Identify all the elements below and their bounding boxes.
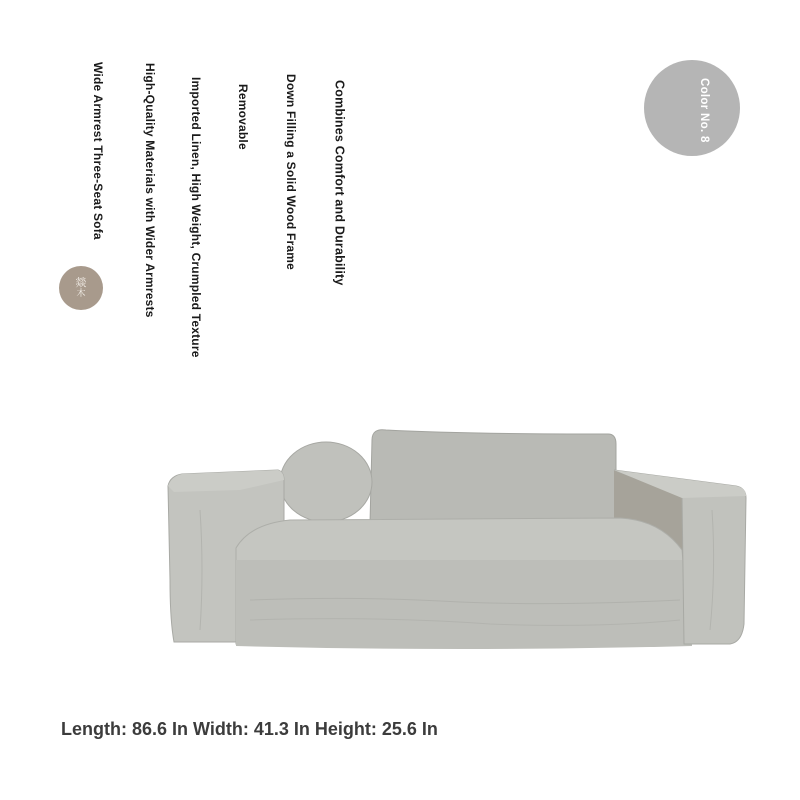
dimensions-text: Length: 86.6 In Width: 41.3 In Height: 25.6 In (61, 719, 438, 739)
logo-glyph-bottom: 木 (76, 289, 86, 299)
brand-logo (59, 266, 103, 310)
product-title: Wide Armrest Three-Seat Sofa (91, 62, 105, 240)
sofa-image (160, 420, 760, 660)
feature-high-quality-materials: High-Quality Materials with Wider Armrests (143, 63, 157, 318)
logo-glyph-top: 燚 (75, 276, 87, 289)
feature-imported-linen: Imported Linen, High Weight, Crumpled Texture (189, 77, 203, 358)
feature-comfort-durability: Combines Comfort and Durability (332, 80, 347, 286)
sofa-back-cushion (370, 430, 616, 524)
color-badge-label: Color No. 8 (698, 78, 710, 143)
feature-down-filling: Down Filling a Solid Wood Frame (284, 74, 298, 270)
sofa-bolster-pillow (280, 442, 372, 522)
feature-removable: Removable (236, 84, 250, 150)
color-badge (644, 60, 740, 156)
